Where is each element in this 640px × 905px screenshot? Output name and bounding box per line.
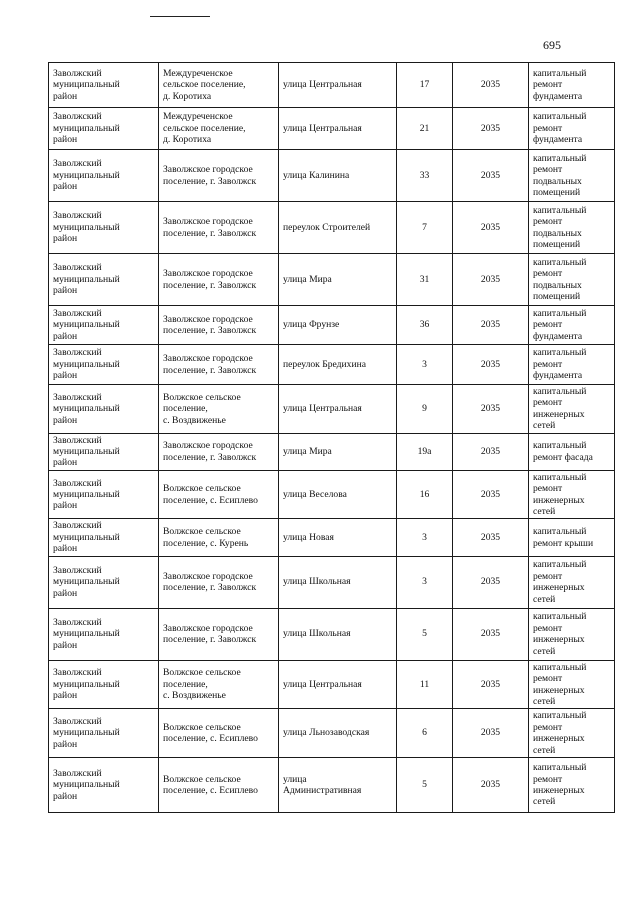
table-row — [49, 254, 615, 306]
district-cell: Заволжский муниципальный район — [49, 470, 159, 519]
year-cell: 2035 — [453, 254, 529, 306]
street-cell: улица Центральная — [279, 63, 397, 108]
street-cell: улица Льнозаводская — [279, 709, 397, 758]
district-cell: Заволжский муниципальный район — [49, 660, 159, 709]
year-cell: 2035 — [453, 385, 529, 434]
table-row — [49, 385, 615, 434]
street-cell: улица Фрунзе — [279, 306, 397, 345]
district-cell: Заволжский муниципальный район — [49, 556, 159, 608]
district-cell: Заволжский муниципальный район — [49, 608, 159, 660]
year-cell: 2035 — [453, 709, 529, 758]
street-cell: улица Школьная — [279, 608, 397, 660]
house-number-cell: 5 — [397, 757, 453, 812]
house-number-cell: 3 — [397, 519, 453, 556]
work-type-cell: капитальный ремонт инженерных сетей — [529, 709, 615, 758]
street-cell: улица Мира — [279, 433, 397, 470]
settlement-cell: Заволжское городское поселение, г. Заволжск — [159, 254, 279, 306]
settlement-cell: Заволжское городское поселение, г. Заволжск — [159, 202, 279, 254]
table-row — [49, 345, 615, 385]
table-row — [49, 433, 615, 470]
work-type-cell: капитальный ремонт подвальных помещений — [529, 150, 615, 202]
settlement-cell: Волжское сельское поселение, с. Курень — [159, 519, 279, 556]
table-row — [49, 470, 615, 519]
year-cell: 2035 — [453, 556, 529, 608]
district-cell: Заволжский муниципальный район — [49, 345, 159, 385]
street-cell: улица Центральная — [279, 108, 397, 150]
settlement-cell: Волжское сельское поселение, с. Есиплево — [159, 757, 279, 812]
year-cell: 2035 — [453, 660, 529, 709]
district-cell: Заволжский муниципальный район — [49, 150, 159, 202]
work-type-cell: капитальный ремонт крыши — [529, 519, 615, 556]
house-number-cell: 3 — [397, 556, 453, 608]
table-row — [49, 519, 615, 556]
house-number-cell: 11 — [397, 660, 453, 709]
table-row — [49, 306, 615, 345]
district-cell: Заволжский муниципальный район — [49, 108, 159, 150]
repair-schedule-table — [48, 62, 615, 813]
year-cell: 2035 — [453, 608, 529, 660]
work-type-cell: капитальный ремонт фундамента — [529, 345, 615, 385]
settlement-cell: Волжское сельское поселение, с. Есиплево — [159, 709, 279, 758]
house-number-cell: 3 — [397, 345, 453, 385]
settlement-cell: Междуреченское сельское поселение, д. Коротиха — [159, 63, 279, 108]
table-row — [49, 709, 615, 758]
settlement-cell: Волжское сельское поселение, с. Есиплево — [159, 470, 279, 519]
settlement-cell: Заволжское городское поселение, г. Заволжск — [159, 556, 279, 608]
street-cell: улица Административная — [279, 757, 397, 812]
year-cell: 2035 — [453, 63, 529, 108]
table-row — [49, 108, 615, 150]
table-row — [49, 660, 615, 709]
settlement-cell: Заволжское городское поселение, г. Заволжск — [159, 306, 279, 345]
work-type-cell: капитальный ремонт фундамента — [529, 108, 615, 150]
street-cell: улица Веселова — [279, 470, 397, 519]
year-cell: 2035 — [453, 519, 529, 556]
work-type-cell: капитальный ремонт фасада — [529, 433, 615, 470]
street-cell: переулок Строителей — [279, 202, 397, 254]
settlement-cell: Междуреченское сельское поселение, д. Коротиха — [159, 108, 279, 150]
district-cell: Заволжский муниципальный район — [49, 306, 159, 345]
street-cell: переулок Бредихина — [279, 345, 397, 385]
settlement-cell: Заволжское городское поселение, г. Заволжск — [159, 433, 279, 470]
district-cell: Заволжский муниципальный район — [49, 757, 159, 812]
page-number: 695 — [543, 38, 561, 52]
house-number-cell: 16 — [397, 470, 453, 519]
work-type-cell: капитальный ремонт инженерных сетей — [529, 608, 615, 660]
house-number-cell: 6 — [397, 709, 453, 758]
table-row — [49, 150, 615, 202]
street-cell: улица Калинина — [279, 150, 397, 202]
street-cell: улица Центральная — [279, 385, 397, 434]
house-number-cell: 7 — [397, 202, 453, 254]
table-row — [49, 556, 615, 608]
table-row — [49, 757, 615, 812]
work-type-cell: капитальный ремонт инженерных сетей — [529, 556, 615, 608]
house-number-cell: 19а — [397, 433, 453, 470]
district-cell: Заволжский муниципальный район — [49, 202, 159, 254]
house-number-cell: 5 — [397, 608, 453, 660]
district-cell: Заволжский муниципальный район — [49, 433, 159, 470]
work-type-cell: капитальный ремонт инженерных сетей — [529, 470, 615, 519]
house-number-cell: 9 — [397, 385, 453, 434]
street-cell: улица Школьная — [279, 556, 397, 608]
house-number-cell: 36 — [397, 306, 453, 345]
year-cell: 2035 — [453, 470, 529, 519]
house-number-cell: 33 — [397, 150, 453, 202]
house-number-cell: 17 — [397, 63, 453, 108]
work-type-cell: капитальный ремонт подвальных помещений — [529, 254, 615, 306]
street-cell: улица Мира — [279, 254, 397, 306]
work-type-cell: капитальный ремонт подвальных помещений — [529, 202, 615, 254]
settlement-cell: Заволжское городское поселение, г. Заволжск — [159, 150, 279, 202]
work-type-cell: капитальный ремонт инженерных сетей — [529, 757, 615, 812]
table-body — [49, 63, 615, 813]
year-cell: 2035 — [453, 433, 529, 470]
year-cell: 2035 — [453, 306, 529, 345]
work-type-cell: капитальный ремонт фундамента — [529, 63, 615, 108]
year-cell: 2035 — [453, 108, 529, 150]
settlement-cell: Заволжское городское поселение, г. Заволжск — [159, 608, 279, 660]
house-number-cell: 31 — [397, 254, 453, 306]
settlement-cell: Волжское сельское поселение, с. Воздвиженье — [159, 660, 279, 709]
street-cell: улица Новая — [279, 519, 397, 556]
district-cell: Заволжский муниципальный район — [49, 385, 159, 434]
table-row — [49, 608, 615, 660]
top-rule — [150, 16, 210, 17]
work-type-cell: капитальный ремонт инженерных сетей — [529, 660, 615, 709]
work-type-cell: капитальный ремонт фундамента — [529, 306, 615, 345]
street-cell: улица Центральная — [279, 660, 397, 709]
district-cell: Заволжский муниципальный район — [49, 709, 159, 758]
year-cell: 2035 — [453, 757, 529, 812]
district-cell: Заволжский муниципальный район — [49, 254, 159, 306]
settlement-cell: Волжское сельское поселение, с. Воздвиженье — [159, 385, 279, 434]
table-row — [49, 63, 615, 108]
settlement-cell: Заволжское городское поселение, г. Заволжск — [159, 345, 279, 385]
year-cell: 2035 — [453, 202, 529, 254]
year-cell: 2035 — [453, 345, 529, 385]
house-number-cell: 21 — [397, 108, 453, 150]
table-row — [49, 202, 615, 254]
work-type-cell: капитальный ремонт инженерных сетей — [529, 385, 615, 434]
year-cell: 2035 — [453, 150, 529, 202]
district-cell: Заволжский муниципальный район — [49, 63, 159, 108]
district-cell: Заволжский муниципальный район — [49, 519, 159, 556]
